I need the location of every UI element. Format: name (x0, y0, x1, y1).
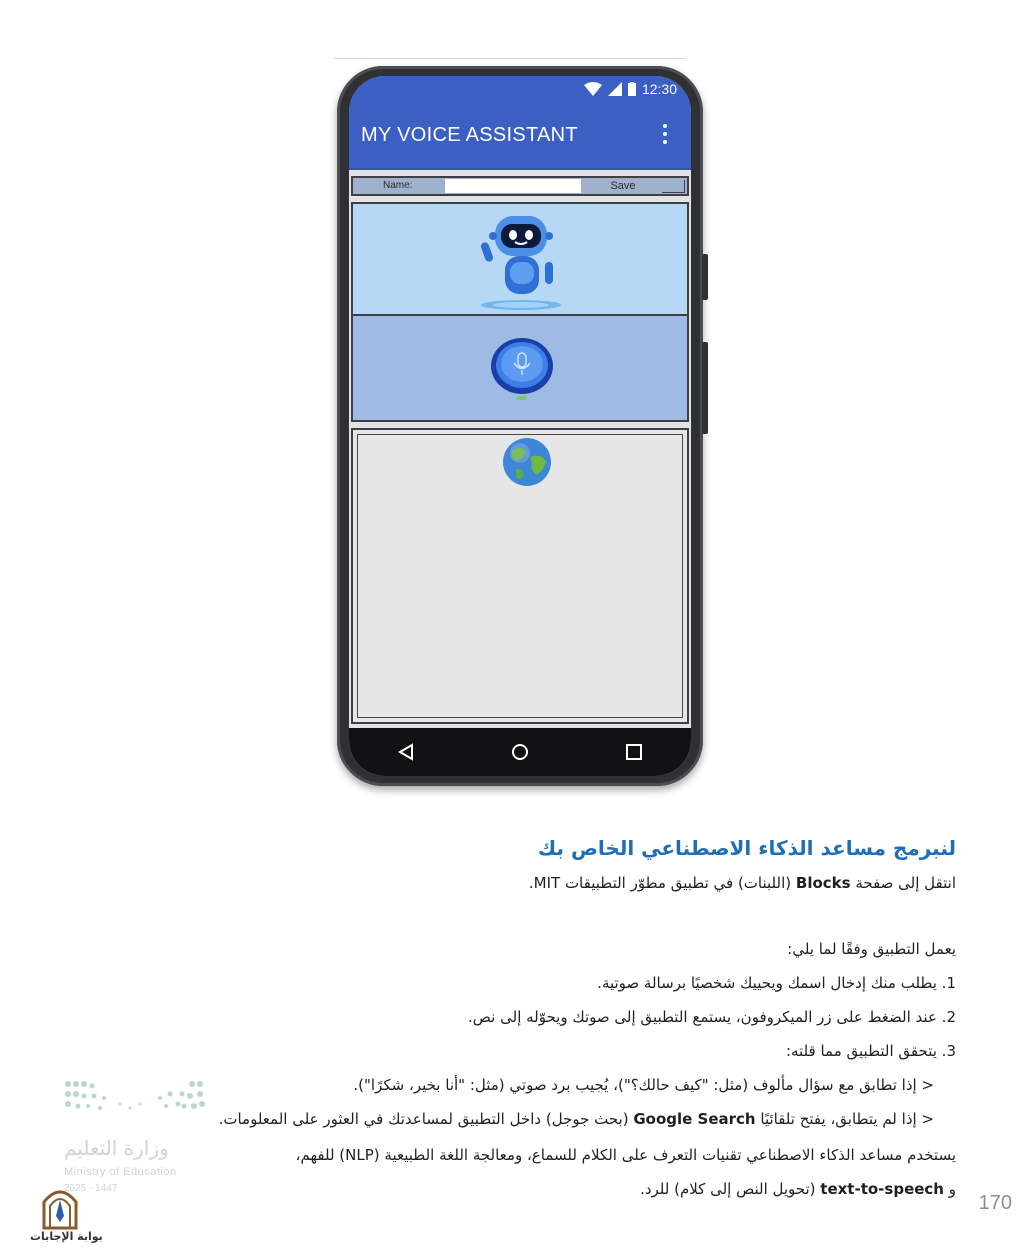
works-heading: يعمل التطبيق وفقًا لما يلي: (787, 940, 956, 958)
back-icon[interactable] (398, 743, 414, 761)
ministry-year: 2025 - 1447 (64, 1183, 118, 1194)
bullet-1: < إذا تطابق مع سؤال مألوف (مثل: "كيف حالك؟")، يُجيب برد صوتي (مثل: "أنا بخير، شكرًا"). (353, 1076, 934, 1094)
robot-image-panel (351, 202, 689, 316)
recents-icon[interactable] (626, 744, 642, 760)
app-title: MY VOICE ASSISTANT (361, 124, 578, 146)
closing-line-2: و text-to-speech (تحويل النص إلى كلام) للرد. (640, 1180, 956, 1198)
phone-screen (349, 76, 691, 776)
name-label: Name: (383, 180, 413, 191)
closing-line-1: يستخدم مساعد الذكاء الاصطناعي تقنيات التعرف على الكلام للسماع، ومعالجة اللغة الطبيعية (NLP) للفهم، (295, 1146, 956, 1164)
robot-icon (475, 208, 567, 312)
volume-button (702, 254, 708, 300)
overflow-menu-icon[interactable] (663, 124, 667, 144)
microphone-button[interactable] (490, 336, 554, 396)
save-button[interactable]: Save (583, 178, 663, 194)
navigation-bar (349, 728, 691, 776)
ministry-name-english: Ministry of Education (64, 1166, 177, 1178)
microphone-panel (351, 316, 689, 422)
step-3: 3. يتحقق التطبيق مما قلته: (785, 1042, 956, 1060)
result-panel (351, 428, 689, 724)
listening-indicator (517, 396, 527, 400)
portal-logo-icon (40, 1186, 80, 1230)
section-title: لنبرمج مساعد الذكاء الاصطناعي الخاص بك (537, 836, 956, 860)
wifi-icon (584, 82, 602, 96)
status-time: 12:30 (641, 81, 677, 97)
row-edge (662, 180, 685, 193)
name-row (351, 176, 689, 196)
battery-icon (628, 82, 636, 96)
result-area (357, 434, 683, 718)
app-bar (349, 102, 691, 170)
step-1: 1. يطلب منك إدخال اسمك ويحييك شخصيًا برسالة صوتية. (597, 974, 956, 992)
page-number: 170 (978, 1192, 1012, 1214)
home-icon[interactable] (511, 743, 529, 761)
globe-icon (502, 437, 552, 487)
name-input[interactable] (445, 179, 581, 193)
intro-line: انتقل إلى صفحة Blocks (اللبنات) في تطبيق مطوّر التطبيقات MIT. (528, 874, 956, 892)
bullet-2: < إذا لم يتطابق، يفتح تلقائيًا Google Search (بحث جوجل) داخل التطبيق لمساعدتك في العثور على المعلومات. (218, 1110, 934, 1128)
ministry-name-arabic: وزارة التعليم (64, 1136, 169, 1160)
status-bar (349, 76, 691, 102)
top-divider (334, 58, 686, 59)
ministry-logo-icon (60, 1078, 210, 1122)
portal-name: بوابة الإجابات (30, 1230, 103, 1243)
step-2: 2. عند الضغط على زر الميكروفون، يستمع التطبيق إلى صوتك ويحوّله إلى نص. (468, 1008, 956, 1026)
power-button (702, 342, 708, 434)
phone-mockup (337, 66, 703, 786)
signal-icon (608, 82, 622, 96)
